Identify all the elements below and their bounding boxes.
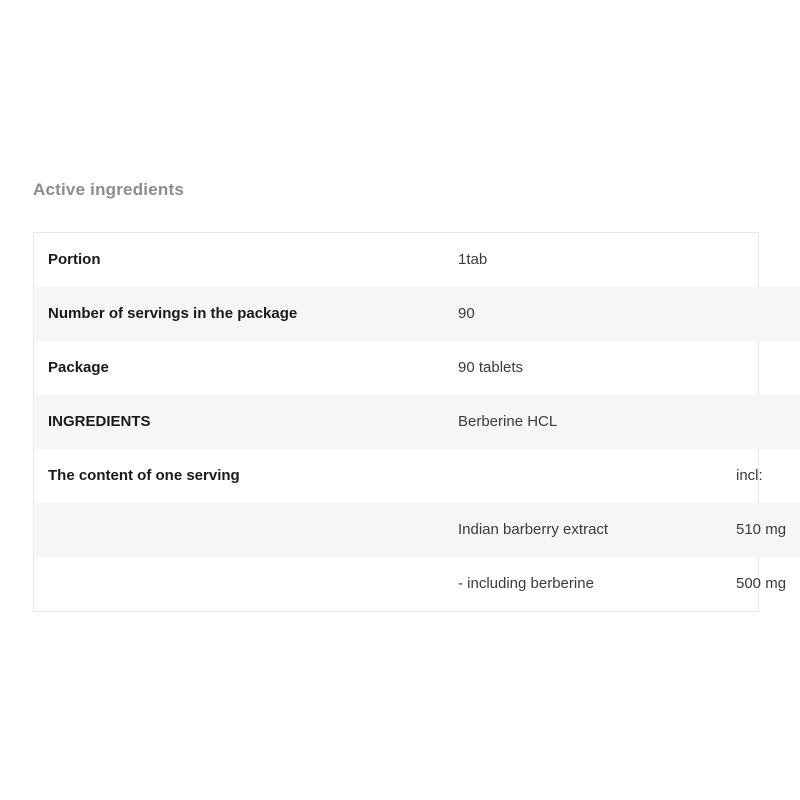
table-body: [34, 233, 800, 611]
row-amount: [722, 395, 800, 449]
row-amount: incl:: [736, 467, 763, 485]
row-label: [34, 503, 444, 557]
table-row: [34, 395, 800, 449]
row-value: Indian barberry extract: [444, 503, 722, 557]
row-amount: [722, 341, 800, 395]
table-row: [34, 341, 800, 395]
row-label: [34, 557, 444, 611]
row-value: [444, 449, 722, 503]
row-label: INGREDIENTS: [34, 395, 444, 449]
row-value: - including berberine: [458, 575, 594, 593]
row-value: 90: [444, 287, 722, 341]
row-label: Number of servings in the package: [34, 287, 444, 341]
row-label: Package: [48, 359, 109, 377]
table-row: [34, 503, 800, 557]
row-value: 1tab: [458, 251, 488, 269]
page-title: Active ingredients: [33, 180, 184, 199]
row-amount: [722, 233, 800, 287]
row-value: 90 tablets: [458, 359, 524, 377]
row-amount: [722, 287, 800, 341]
row-amount: 500 mg: [736, 575, 787, 593]
active-ingredients-table: [34, 233, 800, 611]
row-label: The content of one serving: [48, 467, 240, 485]
row-value: Berberine HCL: [444, 395, 722, 449]
table-row: [34, 287, 800, 341]
active-ingredients-table-wrapper: [33, 232, 787, 612]
table-row: [34, 233, 800, 287]
table-row: [34, 557, 800, 611]
row-amount: 510 mg: [722, 503, 800, 557]
table-row: [34, 449, 800, 503]
row-label: Portion: [48, 251, 101, 269]
